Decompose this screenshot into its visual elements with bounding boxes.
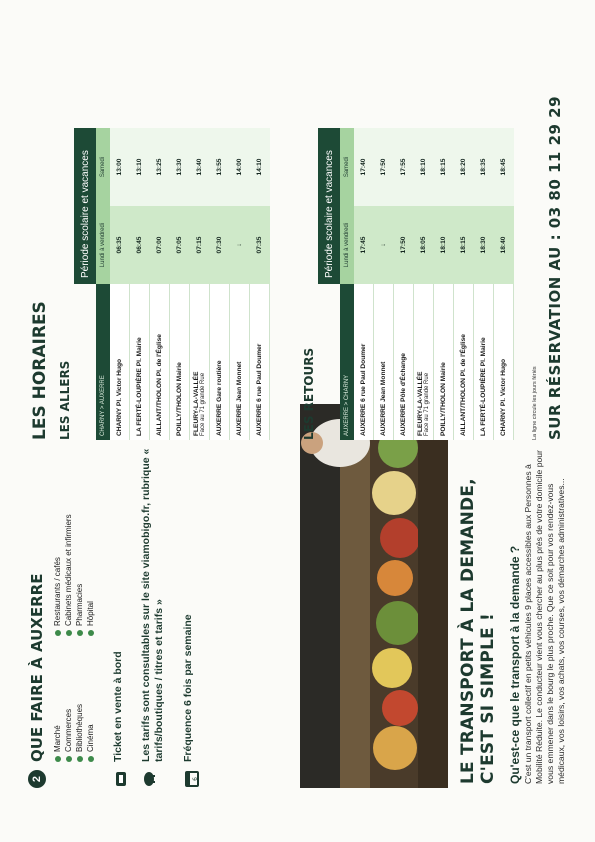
time-saturday: 13:25 [150, 128, 170, 206]
stop-label: LA FERTÉ-LOUPIÈRE Pl. Mairie [136, 337, 143, 436]
piggy-bank-icon [140, 770, 158, 788]
feature-tarifs [140, 448, 166, 788]
time-weekday: 18:10 [434, 206, 454, 284]
svg-text:6: 6 [192, 777, 199, 781]
intro-question: Qu'est-ce que le transport à la demande ? [508, 545, 522, 784]
schedule-row [130, 128, 150, 440]
allers-label: LES ALLERS [58, 360, 72, 440]
intro-paragraph: C'est un transport collectif en petits véhicules 9 places accessibles aux Personnes à Mobilité Réduite. Le conducteur vient vous chercher au plus près de votre domicile pour vous emmener dans le bourg le plus proche. Que ce soit pour vos rendez-vous médicaux, vos loisirs, vos achats, vos courses, vos démarches administratives... [523, 450, 566, 784]
stop-name [494, 284, 514, 440]
stop-sublabel: Face au 71 grande Rue [200, 372, 206, 436]
time-weekday: ↓ [230, 206, 250, 284]
stop-sublabel: Face au 71 grande Rue [424, 372, 430, 436]
todo-item: Cinéma [85, 704, 96, 762]
stop-name [454, 284, 474, 440]
todo-number: 2 [28, 770, 46, 788]
schedule-row [494, 128, 514, 440]
time-saturday: 13:40 [190, 128, 210, 206]
retours-label: LES RETOURS [302, 347, 316, 440]
time-saturday: 14:00 [230, 128, 250, 206]
stop-name [230, 284, 250, 440]
stop-label: CHARNY Pl. Victor Hugo [500, 358, 507, 436]
todo-heading [28, 574, 46, 788]
retours-col2: Samedi [340, 128, 354, 206]
todo-list-1 [52, 704, 96, 762]
time-weekday: 07:35 [250, 206, 270, 284]
time-weekday: 17:50 [394, 206, 414, 284]
schedule-row [454, 128, 474, 440]
stop-name [474, 284, 494, 440]
time-weekday: 06:45 [130, 206, 150, 284]
time-saturday: 13:30 [170, 128, 190, 206]
time-weekday: 07:05 [170, 206, 190, 284]
schedule-row [150, 128, 170, 440]
stop-label: AUXERRE Jean Monnet [380, 361, 387, 436]
todo-item: Bibliothèques [74, 704, 85, 762]
time-weekday: 07:30 [210, 206, 230, 284]
todo-item: Pharmacies [74, 514, 85, 636]
time-saturday: 18:10 [414, 128, 434, 206]
stop-label: AUXERRE 6 rue Paul Doumer [360, 343, 367, 436]
time-saturday: 17:55 [394, 128, 414, 206]
time-saturday: 18:15 [434, 128, 454, 206]
feature-frequency-text: Fréquence 6 fois par semaine [182, 614, 194, 762]
stop-label: CHARNY Pl. Victor Hugo [116, 358, 123, 436]
time-saturday: 13:00 [110, 128, 130, 206]
market-photo [300, 404, 448, 788]
time-weekday: 18:05 [414, 206, 434, 284]
features-block [0, 444, 300, 804]
time-weekday: 17:45 [354, 206, 374, 284]
calendar-icon [182, 770, 200, 788]
time-saturday: 17:40 [354, 128, 374, 206]
stop-label: AUXERRE Gare routière [216, 360, 223, 436]
todo-item: Restaurants / cafés [52, 514, 63, 636]
time-weekday: 18:40 [494, 206, 514, 284]
retours-period: Période scolaire et vacances [318, 128, 340, 284]
retours-table [318, 128, 514, 440]
retours-direction: AUXERRE > CHARNY [340, 284, 354, 440]
ticket-icon [112, 770, 130, 788]
stop-name [414, 284, 434, 440]
time-saturday: 17:50 [374, 128, 394, 206]
stop-label: FLEURY-LA-VALLÉE [417, 371, 424, 436]
time-saturday: 14:10 [250, 128, 270, 206]
retours-col1: Lundi à vendredi [340, 206, 354, 284]
stop-label: AUXERRE 6 rue Paul Doumer [256, 343, 263, 436]
schedule-row [374, 128, 394, 440]
stop-name [434, 284, 454, 440]
time-saturday: 13:10 [130, 128, 150, 206]
allers-period: Période scolaire et vacances [74, 128, 96, 284]
stop-name [394, 284, 414, 440]
allers-direction: CHARNY > AUXERRE [96, 284, 110, 440]
feature-ticket [112, 448, 130, 788]
stop-label: AUXERRE Jean Monnet [236, 361, 243, 436]
time-weekday: 07:15 [190, 206, 210, 284]
schedule-row [394, 128, 414, 440]
schedule-row [414, 128, 434, 440]
time-saturday: 13:55 [210, 128, 230, 206]
stop-label: FLEURY-LA-VALLÉE [193, 371, 200, 436]
stop-label: POILLY/THOLON Mairie [176, 362, 183, 436]
stop-name [210, 284, 230, 440]
feature-tarifs-text: Les tarifs sont consultables sur le site viamobigo.fr, rubrique « tarifs/boutiques / titres et tarifs » [140, 448, 165, 762]
time-weekday: 06:35 [110, 206, 130, 284]
allers-col2: Samedi [96, 128, 110, 206]
allers-table [74, 128, 270, 440]
feature-ticket-text: Ticket en vente à bord [112, 651, 124, 762]
schedule-row [110, 128, 130, 440]
time-weekday: ↓ [374, 206, 394, 284]
stop-label: LA FERTÉ-LOUPIÈRE Pl. Mairie [480, 337, 487, 436]
feature-frequency [182, 448, 200, 788]
main-title-line1: LE TRANSPORT À LA DEMANDE, [458, 478, 478, 784]
time-weekday: 18:15 [454, 206, 474, 284]
stop-label: AILLANT/THOLON Pl. de l'Église [156, 334, 163, 436]
stop-name [170, 284, 190, 440]
schedule-row [354, 128, 374, 440]
time-saturday: 18:45 [494, 128, 514, 206]
schedule-row [170, 128, 190, 440]
stop-label: POILLY/THOLON Mairie [440, 362, 447, 436]
stop-name [250, 284, 270, 440]
stop-label: AUXERRE Pôle d'Échange [400, 353, 407, 436]
time-saturday: 18:35 [474, 128, 494, 206]
todo-list-2 [52, 514, 96, 636]
reservation-phone: SUR RÉSERVATION AU : 03 80 11 29 29 [546, 95, 564, 440]
stop-label: AILLANT/THOLON Pl. de l'Église [460, 334, 467, 436]
schedule-row [250, 128, 270, 440]
schedule-row [474, 128, 494, 440]
schedule-row [434, 128, 454, 440]
stop-name [130, 284, 150, 440]
stop-name [150, 284, 170, 440]
todo-item: Commerces [63, 704, 74, 762]
allers-col1: Lundi à vendredi [96, 206, 110, 284]
todo-item: Marché [52, 704, 63, 762]
stop-name [190, 284, 210, 440]
holiday-footnote: La ligne circule les jours fériés [532, 366, 538, 440]
market-photo-illustration [300, 404, 448, 788]
time-weekday: 18:30 [474, 206, 494, 284]
todo-item: Cabinets médicaux et infirmiers [63, 514, 74, 636]
horaires-title: LES HORAIRES [30, 301, 50, 440]
stop-name [354, 284, 374, 440]
main-title [458, 444, 498, 784]
todo-title: QUE FAIRE À AUXERRE [28, 573, 46, 762]
stop-name [374, 284, 394, 440]
time-weekday: 07:00 [150, 206, 170, 284]
todo-item: Hôpital [85, 514, 96, 636]
main-title-line2: C'EST SI SIMPLE ! [478, 612, 498, 784]
schedule-row [210, 128, 230, 440]
stop-name [110, 284, 130, 440]
schedule-row [230, 128, 250, 440]
schedule-row [190, 128, 210, 440]
time-saturday: 18:20 [454, 128, 474, 206]
